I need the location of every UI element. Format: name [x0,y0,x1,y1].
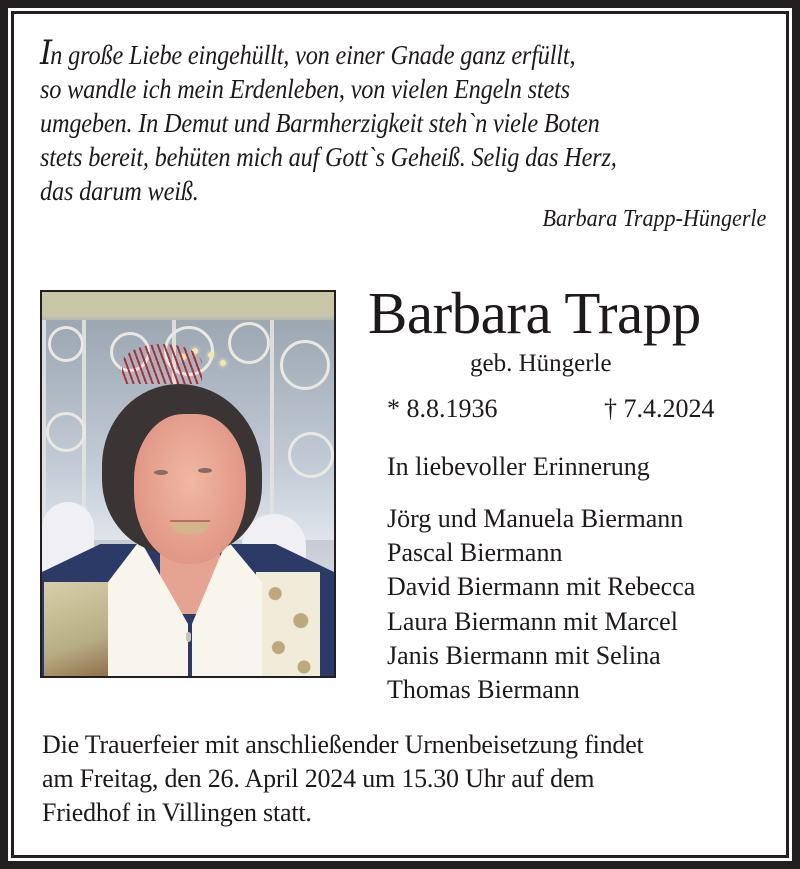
necklace-pendant [186,632,191,642]
memorial-heading: In liebevoller Erinnerung [387,452,650,481]
decorative-initial: I [40,33,51,73]
eye [198,468,212,473]
birth-date: * 8.8.1936 [387,394,498,423]
face [134,414,246,564]
funeral-service-info [42,728,644,830]
grille-swirl [280,340,330,390]
tinsel-hair-ornament [122,344,202,384]
mourner: Thomas Biermann [387,675,580,705]
chandelier-light [208,352,214,358]
quote-line-5: das darum weiß. [40,176,199,206]
quote-author: Barbara Trapp-Hüngerle [542,206,766,232]
grille-swirl [48,326,84,362]
memorial-quote [40,33,706,208]
deceased-name: Barbara Trapp [368,280,701,346]
scarf-right [256,572,320,678]
quote-line-1: In große Liebe eingehüllt, von einer Gnade ganz erfüllt, [40,33,576,73]
death-date: † 7.4.2024 [604,394,715,423]
mourner: Janis Biermann mit Selina [387,640,661,670]
mourner: Laura Biermann mit Marcel [387,606,678,636]
mourner: Pascal Biermann [387,538,563,568]
service-line-3: Friedhof in Villingen statt. [42,798,312,827]
mourners-list [387,502,695,707]
quote-line-3: umgeben. In Demut und Barmherzigkeit steh`n viele Boten [40,108,600,138]
scarf-left [44,582,114,678]
service-line-1: Die Trauerfeier mit anschließender Urnenbeisetzung findet [42,730,644,759]
grille-swirl [288,432,334,478]
photo-ceiling [42,292,334,316]
grille-swirl [228,322,270,364]
portrait-photo [40,290,336,678]
quote-line-2: so wandle ich mein Erdenleben, von vielen Engeln stets [40,74,570,104]
grille-swirl [46,412,86,452]
mourner: Jörg und Manuela Biermann [387,504,684,533]
service-line-2: am Freitag, den 26. April 2024 um 15.30 Uhr auf dem [42,764,595,793]
maiden-name: geb. Hüngerle [470,350,612,377]
chandelier-light [220,360,226,366]
quote-line-4: stets bereit, behüten mich auf Gott`s Geheiß. Selig das Herz, [40,142,617,172]
eye [154,470,168,475]
mourner: David Biermann mit Rebecca [387,572,696,602]
